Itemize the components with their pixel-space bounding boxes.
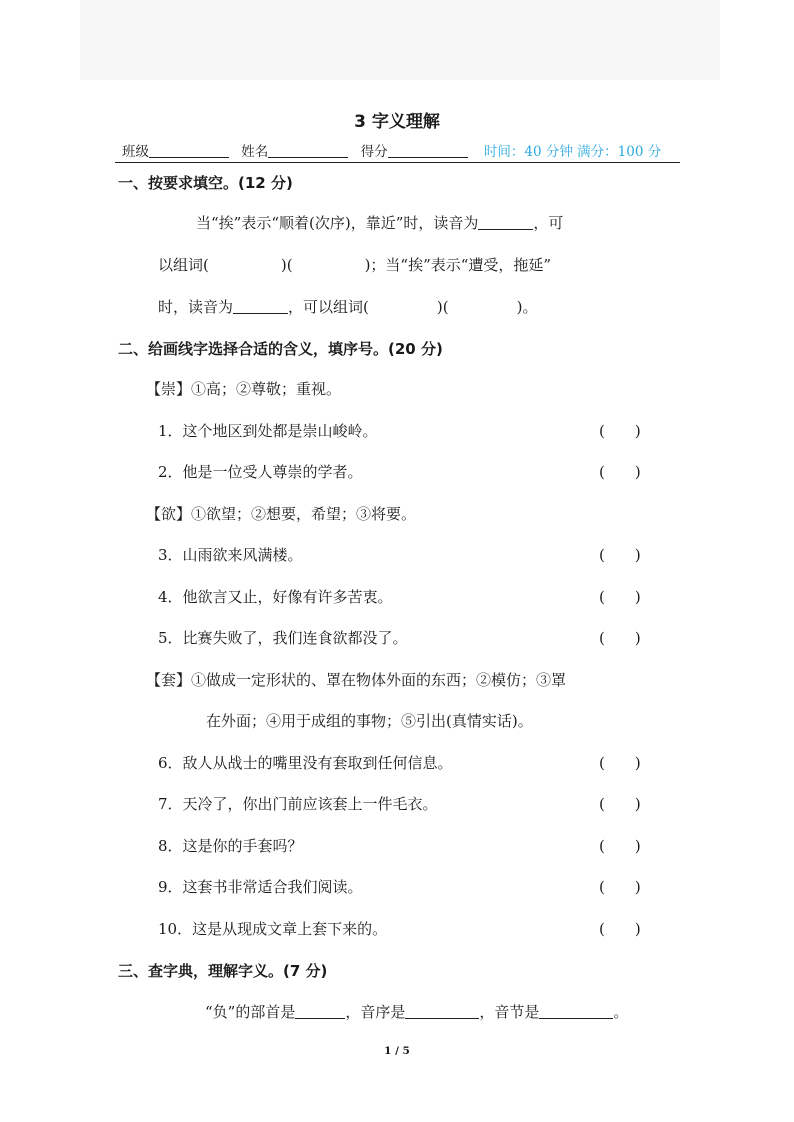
section-2-heading: 二、给画线字选择合适的含义，填序号。(20 分)	[118, 340, 443, 358]
answer-paren-2[interactable]: ( )	[599, 463, 641, 481]
student-info-line	[122, 140, 682, 160]
answer-paren-9[interactable]: ( )	[599, 878, 641, 896]
answer-paren-5[interactable]: ( )	[599, 629, 641, 647]
s3-order-blank[interactable]	[405, 1004, 479, 1019]
answer-paren-7[interactable]: ( )	[599, 795, 641, 813]
item-7: 7．天冷了，你出门前应该套上一件毛衣。	[158, 795, 438, 813]
def-tao-line-2: 在外面；④用于成组的事物；⑤引出(真情实话)。	[206, 712, 533, 730]
answer-paren-8[interactable]: ( )	[599, 837, 641, 855]
item-9: 9．这套书非常适合我们阅读。	[158, 878, 363, 896]
s1-word-mid-1: )(	[280, 256, 293, 274]
s1-word-open-1: 以组词(	[158, 256, 209, 274]
s1-word-open-2: ，可以组词(	[288, 298, 369, 316]
s3-line	[205, 1001, 628, 1022]
item-3: 3．山雨欲来风满楼。	[158, 546, 303, 564]
s1-pinyin-blank-1[interactable]	[478, 215, 533, 230]
section-1-heading: 一、按要求填空。(12 分)	[118, 174, 293, 192]
item-2: 2．他是一位受人尊崇的学者。	[158, 463, 363, 481]
item-1: 1．这个地区到处都是崇山峻岭。	[158, 422, 378, 440]
s1-line-3-tail: )。	[516, 298, 538, 316]
header-band	[80, 0, 720, 80]
time-info: 时间：40 分钟 满分：100 分	[483, 144, 662, 160]
s1-pinyin-blank-2[interactable]	[233, 299, 288, 314]
s3-radical-label: “负”的部首是	[205, 1003, 296, 1021]
page-title: 3 字义理解	[354, 112, 440, 132]
s3-line-end: 。	[613, 1003, 629, 1021]
s1-line-2	[158, 254, 551, 275]
class-label: 班级	[122, 144, 149, 160]
def-tao-line-1: 【套】①做成一定形状的、罩在物体外面的东西；②模仿；③罩	[146, 671, 567, 689]
item-5: 5．比赛失败了，我们连食欲都没了。	[158, 629, 408, 647]
item-4: 4．他欲言又止，好像有许多苦衷。	[158, 588, 393, 606]
s1-line-2-tail: )；当“挨”表示“遭受，拖延”	[364, 256, 552, 274]
score-blank[interactable]	[388, 145, 468, 158]
s3-syllable-label: ，音节是	[479, 1003, 540, 1021]
def-chong: 【崇】①高；②尊敬；重视。	[146, 380, 342, 398]
s3-radical-blank[interactable]	[295, 1004, 345, 1019]
s1-word-mid-2: )(	[436, 298, 449, 316]
answer-paren-3[interactable]: ( )	[599, 546, 641, 564]
def-yu: 【欲】①欲望；②想要，希望；③将要。	[146, 505, 417, 523]
answer-paren-4[interactable]: ( )	[599, 588, 641, 606]
class-blank[interactable]	[149, 145, 229, 158]
s1-line-1-text: 当“挨”表示“顺着(次序)，靠近”时，读音为	[196, 214, 479, 232]
s1-line-3	[158, 296, 537, 317]
answer-paren-6[interactable]: ( )	[599, 754, 641, 772]
s1-line-1-tail: ，可	[533, 214, 564, 232]
score-label: 得分	[360, 144, 388, 160]
item-10: 10．这是从现成文章上套下来的。	[158, 920, 388, 938]
page-number: 1 / 5	[384, 1045, 410, 1057]
item-8: 8．这是你的手套吗？	[158, 837, 303, 855]
s3-syllable-blank[interactable]	[539, 1004, 613, 1019]
section-3-heading: 三、查字典，理解字义。(7 分)	[118, 962, 328, 980]
s3-order-label: ，音序是	[345, 1003, 406, 1021]
s1-line-3-text: 时，读音为	[158, 298, 234, 316]
header-divider	[115, 162, 680, 163]
name-blank[interactable]	[268, 145, 348, 158]
answer-paren-10[interactable]: ( )	[599, 920, 641, 938]
name-label: 姓名	[241, 144, 269, 160]
answer-paren-1[interactable]: ( )	[599, 422, 641, 440]
s1-line-1	[196, 212, 563, 233]
item-6: 6．敌人从战士的嘴里没有套取到任何信息。	[158, 754, 453, 772]
